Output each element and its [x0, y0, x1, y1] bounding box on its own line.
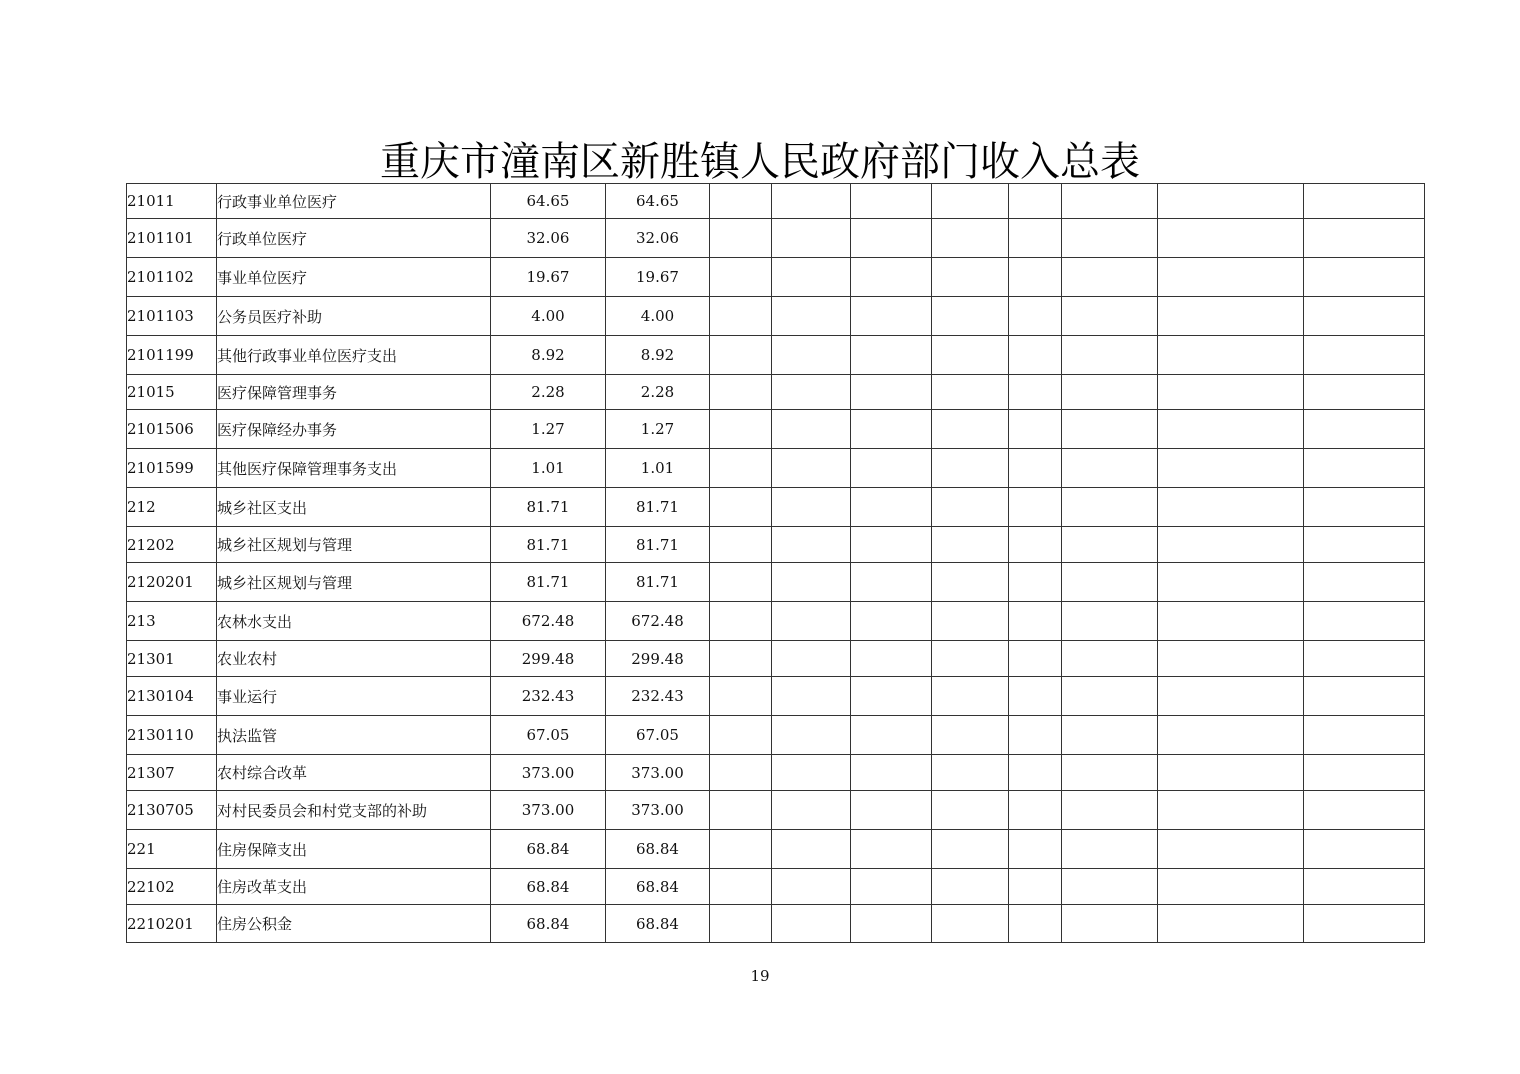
- empty-cell: [1009, 184, 1062, 219]
- empty-cell: [710, 184, 772, 219]
- empty-cell: [772, 184, 851, 219]
- empty-cell: [1009, 869, 1062, 905]
- empty-cell: [1062, 297, 1158, 336]
- total-amount-cell: 81.71: [491, 563, 606, 602]
- total-amount-cell: 68.84: [491, 869, 606, 905]
- subject-name-cell: 行政单位医疗: [217, 219, 491, 258]
- empty-cell: [1062, 410, 1158, 449]
- subject-code-cell: 2101506: [127, 410, 217, 449]
- empty-cell: [710, 602, 772, 641]
- table-row: [127, 184, 1425, 219]
- empty-cell: [772, 869, 851, 905]
- table-row: [127, 488, 1425, 527]
- empty-cell: [710, 755, 772, 791]
- empty-cell: [932, 297, 1009, 336]
- subject-name-cell: 公务员医疗补助: [217, 297, 491, 336]
- empty-cell: [1304, 563, 1425, 602]
- empty-cell: [772, 830, 851, 869]
- empty-cell: [1158, 410, 1304, 449]
- empty-cell: [1304, 830, 1425, 869]
- empty-cell: [932, 905, 1009, 943]
- empty-cell: [1304, 641, 1425, 677]
- total-amount-cell: 64.65: [491, 184, 606, 219]
- empty-cell: [1009, 258, 1062, 297]
- empty-cell: [932, 716, 1009, 755]
- empty-cell: [710, 830, 772, 869]
- empty-cell: [1304, 527, 1425, 563]
- subject-name-cell: 执法监管: [217, 716, 491, 755]
- subject-code-cell: 21301: [127, 641, 217, 677]
- empty-cell: [1009, 219, 1062, 258]
- empty-cell: [1158, 677, 1304, 716]
- table-row: [127, 527, 1425, 563]
- general-budget-cell: 1.01: [606, 449, 710, 488]
- empty-cell: [1158, 563, 1304, 602]
- empty-cell: [772, 488, 851, 527]
- subject-name-cell: 住房保障支出: [217, 830, 491, 869]
- total-amount-cell: 4.00: [491, 297, 606, 336]
- empty-cell: [1009, 830, 1062, 869]
- table-row: [127, 716, 1425, 755]
- empty-cell: [851, 830, 932, 869]
- empty-cell: [1304, 184, 1425, 219]
- general-budget-cell: 68.84: [606, 869, 710, 905]
- empty-cell: [1062, 716, 1158, 755]
- general-budget-cell: 373.00: [606, 755, 710, 791]
- empty-cell: [1062, 830, 1158, 869]
- table-row: [127, 297, 1425, 336]
- empty-cell: [851, 449, 932, 488]
- empty-cell: [932, 527, 1009, 563]
- page-title: 重庆市潼南区新胜镇人民政府部门收入总表: [380, 139, 1140, 185]
- empty-cell: [1062, 641, 1158, 677]
- total-amount-cell: 373.00: [491, 755, 606, 791]
- subject-code-cell: 221: [127, 830, 217, 869]
- empty-cell: [1304, 410, 1425, 449]
- empty-cell: [1062, 755, 1158, 791]
- empty-cell: [1009, 410, 1062, 449]
- empty-cell: [772, 527, 851, 563]
- empty-cell: [1304, 297, 1425, 336]
- total-amount-cell: 299.48: [491, 641, 606, 677]
- total-amount-cell: 8.92: [491, 336, 606, 375]
- subject-name-cell: 城乡社区规划与管理: [217, 563, 491, 602]
- empty-cell: [1062, 488, 1158, 527]
- empty-cell: [1009, 563, 1062, 602]
- total-amount-cell: 2.28: [491, 375, 606, 410]
- empty-cell: [1304, 488, 1425, 527]
- empty-cell: [932, 488, 1009, 527]
- empty-cell: [851, 375, 932, 410]
- empty-cell: [710, 449, 772, 488]
- table-row: [127, 563, 1425, 602]
- general-budget-cell: 81.71: [606, 527, 710, 563]
- empty-cell: [1009, 677, 1062, 716]
- empty-cell: [1158, 602, 1304, 641]
- empty-cell: [772, 563, 851, 602]
- subject-name-cell: 农林水支出: [217, 602, 491, 641]
- table-row: [127, 905, 1425, 943]
- empty-cell: [710, 258, 772, 297]
- table-row: [127, 830, 1425, 869]
- empty-cell: [851, 563, 932, 602]
- empty-cell: [1158, 755, 1304, 791]
- empty-cell: [932, 830, 1009, 869]
- general-budget-cell: 19.67: [606, 258, 710, 297]
- empty-cell: [1158, 336, 1304, 375]
- empty-cell: [1009, 297, 1062, 336]
- empty-cell: [1062, 336, 1158, 375]
- empty-cell: [772, 677, 851, 716]
- total-amount-cell: 68.84: [491, 830, 606, 869]
- subject-code-cell: 2130705: [127, 791, 217, 830]
- subject-code-cell: 2210201: [127, 905, 217, 943]
- table-row: [127, 410, 1425, 449]
- empty-cell: [1062, 449, 1158, 488]
- empty-cell: [932, 791, 1009, 830]
- total-amount-cell: 232.43: [491, 677, 606, 716]
- empty-cell: [1062, 677, 1158, 716]
- subject-code-cell: 212: [127, 488, 217, 527]
- empty-cell: [710, 375, 772, 410]
- empty-cell: [932, 410, 1009, 449]
- table-row: [127, 869, 1425, 905]
- subject-name-cell: 事业运行: [217, 677, 491, 716]
- page-number: 19: [750, 967, 770, 985]
- empty-cell: [1158, 905, 1304, 943]
- empty-cell: [710, 677, 772, 716]
- empty-cell: [1062, 791, 1158, 830]
- empty-cell: [772, 375, 851, 410]
- empty-cell: [1304, 869, 1425, 905]
- empty-cell: [772, 641, 851, 677]
- empty-cell: [1304, 258, 1425, 297]
- empty-cell: [1304, 449, 1425, 488]
- subject-name-cell: 医疗保障经办事务: [217, 410, 491, 449]
- empty-cell: [1304, 375, 1425, 410]
- empty-cell: [1158, 184, 1304, 219]
- subject-code-cell: 2101102: [127, 258, 217, 297]
- empty-cell: [1062, 258, 1158, 297]
- subject-code-cell: 2130110: [127, 716, 217, 755]
- general-budget-cell: 2.28: [606, 375, 710, 410]
- total-amount-cell: 1.27: [491, 410, 606, 449]
- empty-cell: [1158, 449, 1304, 488]
- total-amount-cell: 32.06: [491, 219, 606, 258]
- empty-cell: [772, 905, 851, 943]
- subject-code-cell: 2101199: [127, 336, 217, 375]
- empty-cell: [772, 449, 851, 488]
- empty-cell: [772, 410, 851, 449]
- empty-cell: [851, 641, 932, 677]
- empty-cell: [1304, 677, 1425, 716]
- subject-name-cell: 其他行政事业单位医疗支出: [217, 336, 491, 375]
- table-row: [127, 336, 1425, 375]
- empty-cell: [710, 488, 772, 527]
- empty-cell: [851, 602, 932, 641]
- total-amount-cell: 68.84: [491, 905, 606, 943]
- general-budget-cell: 64.65: [606, 184, 710, 219]
- subject-name-cell: 行政事业单位医疗: [217, 184, 491, 219]
- subject-code-cell: 21202: [127, 527, 217, 563]
- table-row: [127, 258, 1425, 297]
- empty-cell: [1009, 336, 1062, 375]
- empty-cell: [851, 297, 932, 336]
- empty-cell: [932, 755, 1009, 791]
- general-budget-cell: 81.71: [606, 563, 710, 602]
- empty-cell: [1158, 488, 1304, 527]
- empty-cell: [1158, 791, 1304, 830]
- general-budget-cell: 672.48: [606, 602, 710, 641]
- empty-cell: [851, 527, 932, 563]
- empty-cell: [1062, 527, 1158, 563]
- empty-cell: [710, 219, 772, 258]
- empty-cell: [1304, 905, 1425, 943]
- empty-cell: [932, 677, 1009, 716]
- subject-code-cell: 2101101: [127, 219, 217, 258]
- empty-cell: [1009, 641, 1062, 677]
- general-budget-cell: 299.48: [606, 641, 710, 677]
- empty-cell: [932, 602, 1009, 641]
- empty-cell: [1009, 905, 1062, 943]
- empty-cell: [1062, 375, 1158, 410]
- empty-cell: [1158, 716, 1304, 755]
- general-budget-cell: 1.27: [606, 410, 710, 449]
- empty-cell: [1009, 488, 1062, 527]
- empty-cell: [851, 488, 932, 527]
- empty-cell: [1304, 755, 1425, 791]
- empty-cell: [1009, 375, 1062, 410]
- empty-cell: [932, 869, 1009, 905]
- empty-cell: [1304, 716, 1425, 755]
- empty-cell: [710, 527, 772, 563]
- general-budget-cell: 4.00: [606, 297, 710, 336]
- table-row: [127, 641, 1425, 677]
- empty-cell: [932, 184, 1009, 219]
- subject-code-cell: 22102: [127, 869, 217, 905]
- subject-name-cell: 农业农村: [217, 641, 491, 677]
- empty-cell: [932, 641, 1009, 677]
- total-amount-cell: 373.00: [491, 791, 606, 830]
- empty-cell: [932, 449, 1009, 488]
- empty-cell: [772, 755, 851, 791]
- empty-cell: [772, 258, 851, 297]
- table-row: [127, 219, 1425, 258]
- general-budget-cell: 68.84: [606, 830, 710, 869]
- empty-cell: [932, 219, 1009, 258]
- total-amount-cell: 81.71: [491, 527, 606, 563]
- subject-code-cell: 2101103: [127, 297, 217, 336]
- general-budget-cell: 8.92: [606, 336, 710, 375]
- empty-cell: [1009, 527, 1062, 563]
- subject-name-cell: 对村民委员会和村党支部的补助: [217, 791, 491, 830]
- empty-cell: [1304, 336, 1425, 375]
- empty-cell: [772, 791, 851, 830]
- empty-cell: [710, 716, 772, 755]
- table-row: [127, 791, 1425, 830]
- table-row: [127, 602, 1425, 641]
- empty-cell: [772, 219, 851, 258]
- empty-cell: [851, 184, 932, 219]
- empty-cell: [1009, 602, 1062, 641]
- income-table: [126, 183, 1425, 943]
- subject-code-cell: 21307: [127, 755, 217, 791]
- subject-code-cell: 2101599: [127, 449, 217, 488]
- empty-cell: [710, 410, 772, 449]
- empty-cell: [851, 755, 932, 791]
- subject-name-cell: 住房改革支出: [217, 869, 491, 905]
- empty-cell: [1062, 869, 1158, 905]
- empty-cell: [851, 791, 932, 830]
- subject-name-cell: 住房公积金: [217, 905, 491, 943]
- empty-cell: [1304, 602, 1425, 641]
- empty-cell: [1009, 716, 1062, 755]
- empty-cell: [710, 563, 772, 602]
- general-budget-cell: 67.05: [606, 716, 710, 755]
- empty-cell: [1158, 258, 1304, 297]
- empty-cell: [1158, 641, 1304, 677]
- empty-cell: [710, 297, 772, 336]
- empty-cell: [772, 297, 851, 336]
- subject-code-cell: 2120201: [127, 563, 217, 602]
- empty-cell: [851, 905, 932, 943]
- subject-code-cell: 21011: [127, 184, 217, 219]
- empty-cell: [710, 791, 772, 830]
- general-budget-cell: 232.43: [606, 677, 710, 716]
- empty-cell: [1062, 905, 1158, 943]
- empty-cell: [1062, 563, 1158, 602]
- general-budget-cell: 68.84: [606, 905, 710, 943]
- empty-cell: [851, 716, 932, 755]
- subject-code-cell: 21015: [127, 375, 217, 410]
- empty-cell: [1158, 869, 1304, 905]
- empty-cell: [772, 602, 851, 641]
- empty-cell: [851, 869, 932, 905]
- general-budget-cell: 32.06: [606, 219, 710, 258]
- empty-cell: [1009, 449, 1062, 488]
- table-row: [127, 375, 1425, 410]
- empty-cell: [1304, 219, 1425, 258]
- subject-code-cell: 213: [127, 602, 217, 641]
- empty-cell: [932, 563, 1009, 602]
- empty-cell: [710, 336, 772, 375]
- empty-cell: [772, 336, 851, 375]
- table-row: [127, 677, 1425, 716]
- total-amount-cell: 672.48: [491, 602, 606, 641]
- empty-cell: [710, 905, 772, 943]
- empty-cell: [1062, 184, 1158, 219]
- empty-cell: [710, 641, 772, 677]
- empty-cell: [851, 219, 932, 258]
- empty-cell: [1009, 791, 1062, 830]
- general-budget-cell: 81.71: [606, 488, 710, 527]
- empty-cell: [851, 410, 932, 449]
- empty-cell: [1009, 755, 1062, 791]
- empty-cell: [1062, 219, 1158, 258]
- empty-cell: [772, 716, 851, 755]
- empty-cell: [1158, 297, 1304, 336]
- empty-cell: [932, 258, 1009, 297]
- total-amount-cell: 1.01: [491, 449, 606, 488]
- subject-name-cell: 城乡社区支出: [217, 488, 491, 527]
- subject-name-cell: 事业单位医疗: [217, 258, 491, 297]
- general-budget-cell: 373.00: [606, 791, 710, 830]
- empty-cell: [1304, 791, 1425, 830]
- total-amount-cell: 19.67: [491, 258, 606, 297]
- empty-cell: [1158, 375, 1304, 410]
- subject-name-cell: 其他医疗保障管理事务支出: [217, 449, 491, 488]
- table-row: [127, 755, 1425, 791]
- empty-cell: [1158, 219, 1304, 258]
- empty-cell: [1062, 602, 1158, 641]
- empty-cell: [1158, 830, 1304, 869]
- empty-cell: [710, 869, 772, 905]
- total-amount-cell: 67.05: [491, 716, 606, 755]
- empty-cell: [932, 375, 1009, 410]
- table-row: [127, 449, 1425, 488]
- total-amount-cell: 81.71: [491, 488, 606, 527]
- empty-cell: [851, 258, 932, 297]
- subject-name-cell: 医疗保障管理事务: [217, 375, 491, 410]
- subject-code-cell: 2130104: [127, 677, 217, 716]
- empty-cell: [932, 336, 1009, 375]
- empty-cell: [851, 336, 932, 375]
- subject-name-cell: 城乡社区规划与管理: [217, 527, 491, 563]
- empty-cell: [851, 677, 932, 716]
- empty-cell: [1158, 527, 1304, 563]
- subject-name-cell: 农村综合改革: [217, 755, 491, 791]
